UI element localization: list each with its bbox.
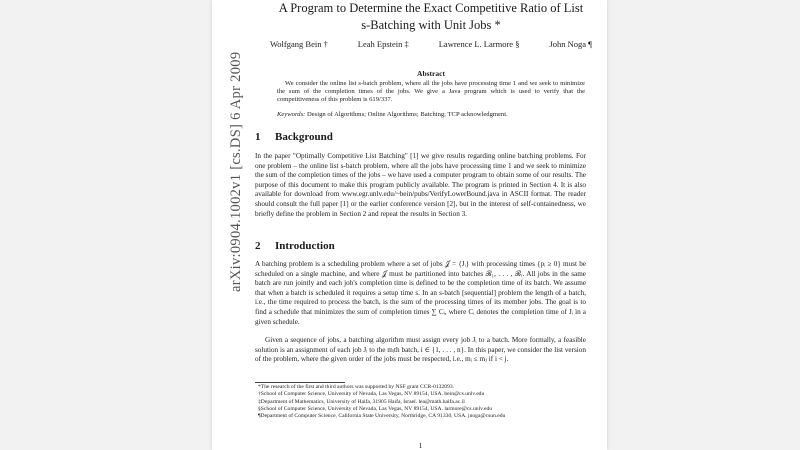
keywords-text: Design of Algorithms; Online Algorithms; Batching; TCP acknowledgment. [306,111,508,118]
footnote-rule [255,382,345,383]
page-number: 1 [418,441,423,450]
author-2: Leah Epstein ‡ [357,39,409,49]
section-title: Introduction [275,240,335,252]
background-paragraph: In the paper "Optimally Competitive List Batching" [1] we give results regarding online batching problems. For one problem – the online list s-batch problem, where all the jobs have processing time 1 and we seek to minimize the sum of the completion times of the jobs – we have used a computer program to obtain some of our results. The purpose of this document to make this program publicly available. The program is printed in Section 4. It is also available for download from www.egr.unlv.edu/~bein/pubs/VerifyLowerBound.java in ASCII format. The reader should consult the full paper [1] or the earlier conference version [2], but in the interest of self-containedness, we briefly define the problem in Section 2 and repeat the results in Section 3. [255,152,586,218]
section-number: 2 [255,240,261,252]
section-heading-introduction [255,240,335,252]
footnote: *The research of the first and third authors was supported by NSF grant CCR-0132093. [258,384,455,390]
introduction-paragraph-1: A batching problem is a scheduling problem where a set of jobs 𝒥 = {Jᵢ} with processing times {pᵢ ≥ 0} must be scheduled on a single machine, and where 𝒥 must be partitioned into batches ℬ₁, . . . , ℬᵣ. All jobs in the same batch are run jointly and each job's completion time is defined to be the completion time of its batch. We assume that when a batch is scheduled it requires a setup time s. In an s-batch [sequential] problem the length of a batch, i.e., the time required to process the batch, is the sum of the processing times of its member jobs. The goal is to find a schedule that minimizes the sum of completion times ∑ Cᵢ, where Cᵢ denotes the completion time of Jᵢ in a given schedule. [255,260,586,326]
paper-title [255,0,607,34]
title-line-2: s-Batching with Unit Jobs * [361,18,501,32]
footnotes [258,384,598,420]
keywords-line [277,111,585,119]
title-line-1: A Program to Determine the Exact Competitive Ratio of List [278,1,584,15]
author-4: John Noga ¶ [549,39,592,49]
abstract-text: We consider the online list s-batch problem, where all the jobs have processing time 1 and we seek to minimize the sum of the completion times of the jobs. We give a Java program which is used to verify that the competitiveness of this problem is 619/337. [277,80,585,104]
keywords-label: Keywords: [277,111,306,118]
author-list [255,39,607,49]
section-title: Background [275,131,333,143]
section-number: 1 [255,131,261,143]
abstract-heading: Abstract [417,69,445,78]
author-3: Lawrence L. Larmore § [438,39,520,49]
author-1: Wolfgang Bein † [269,39,328,49]
footnote: ¶Department of Computer Science, California State University, Northridge, CA 91330, USA. jnoga@csun.edu [258,413,506,420]
section-heading-background [255,131,333,143]
footnote: †School of Computer Science, University of Nevada, Las Vegas, NV 89154, USA. bein@cs.unlv.edu [258,391,485,398]
footnote: §School of Computer Science, University of Nevada, Las Vegas, NV 89154, USA. larmore@cs.unlv.edu [258,405,493,412]
introduction-paragraph-2: Given a sequence of jobs, a batching algorithm must assign every job Jᵢ to a batch. More formally, a feasible solution is an assignment of each job Jᵢ to the mᵢth batch, i ∈ {1, . . . , n}. In this paper, we consider the list version of the problem, where the given order of the jobs must be respected, i.e., mᵢ ≤ mⱼ if i < j. [255,336,586,364]
arxiv-identifier-stamp: arXiv:0904.1002v1 [cs.DS] 6 Apr 2009 [228,51,244,292]
footnote: ‡Department of Mathematics, University of Haifa, 31905 Haifa, Israel. lea@math.haifa.ac.il [258,398,465,405]
